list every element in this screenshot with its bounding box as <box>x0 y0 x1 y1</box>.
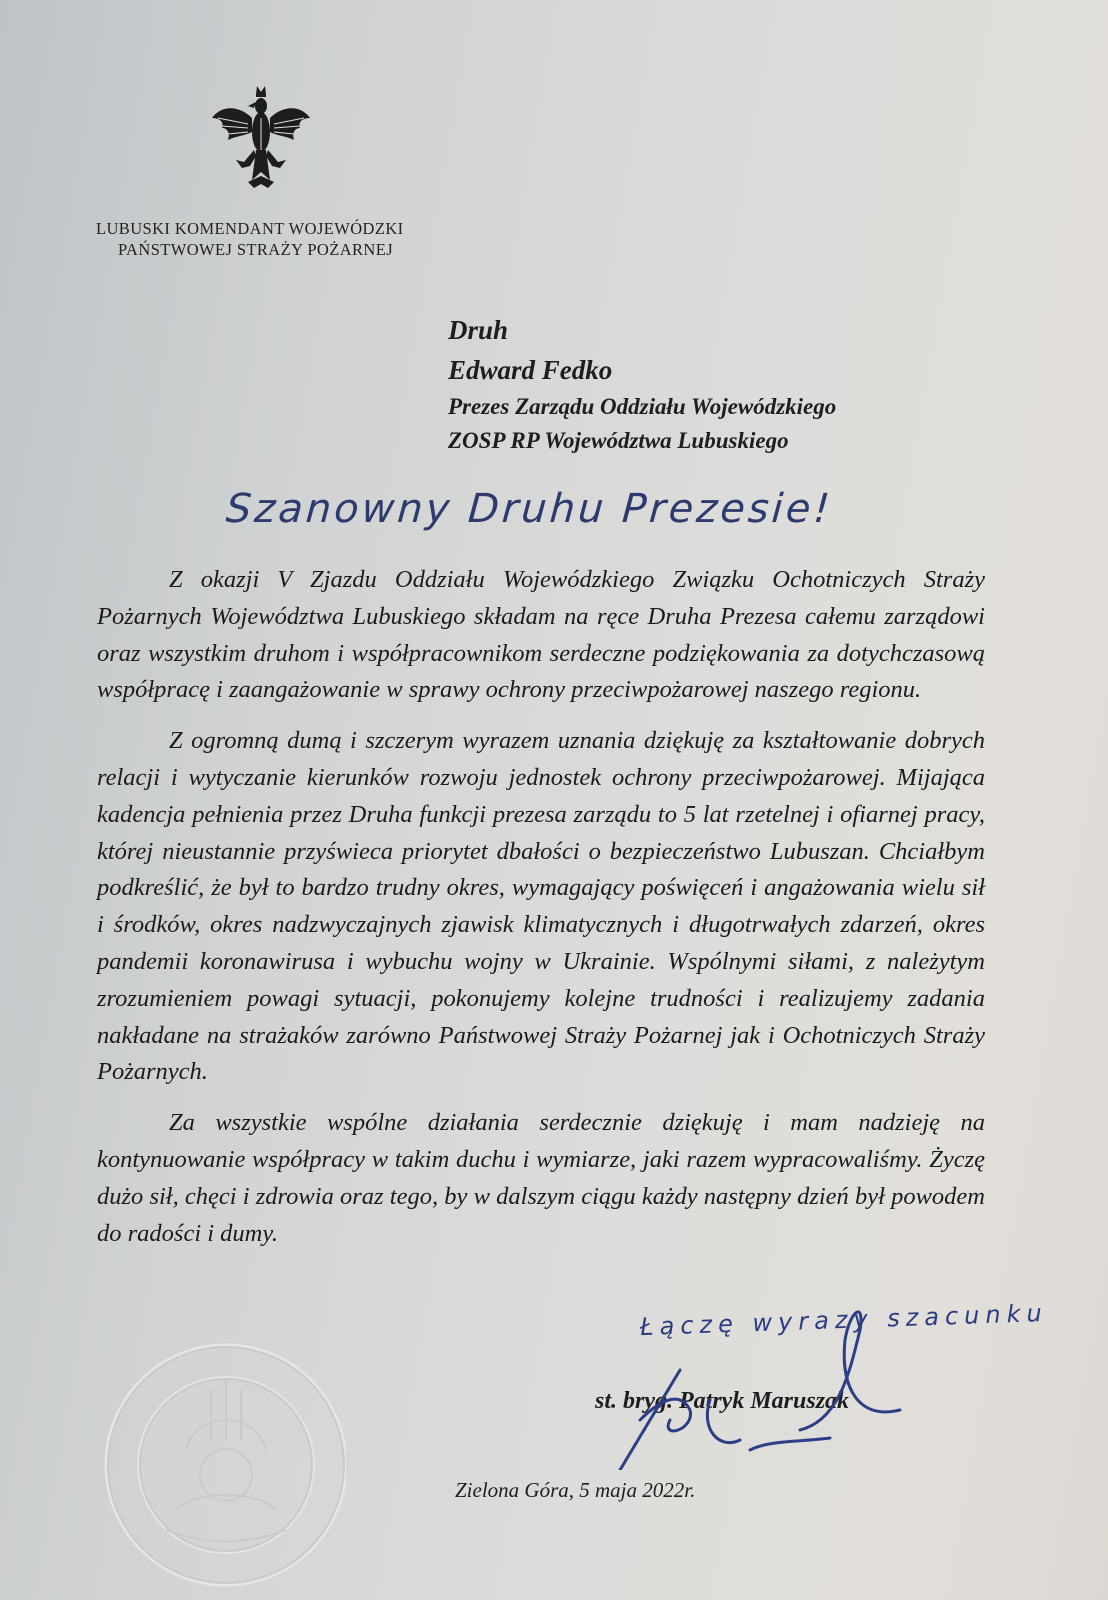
signature-scribble-icon <box>600 1270 1000 1470</box>
place-and-date: Zielona Góra, 5 maja 2022r. <box>455 1478 696 1502</box>
letter-body <box>97 562 985 1266</box>
paragraph-3: Za wszystkie wspólne działania serdecznie dziękuję i mam nadzieję na kontynuowanie współpracy w takim duchu i wymiarze, jaki razem wypracowaliśmy. Życzę dużo sił, chęci i zdrowia oraz tego, by w dalszym ciągu każdy następny dzień był powodem do radości i dumy. <box>97 1109 985 1247</box>
recipient-title: Druh <box>448 315 509 345</box>
polish-eagle-emblem-icon <box>208 84 314 192</box>
recipient-position: Prezes Zarządu Oddziału Wojewódzkiego <box>448 394 837 419</box>
issuer-line-1: LUBUSKI KOMENDANT WOJEWÓDZKI <box>96 219 404 238</box>
recipient-block <box>448 310 836 458</box>
handwritten-salutation: Szanowny Druhu Prezesie! <box>224 486 835 532</box>
handwritten-closing: Łączę wyrazy szacunku <box>639 1298 1049 1342</box>
embossed-seal-icon <box>96 1330 346 1600</box>
signatory-name: st. bryg. Patryk Maruszak <box>595 1388 850 1414</box>
issuer-header <box>96 218 404 260</box>
paragraph-1: Z okazji V Zjazdu Oddziału Wojewódzkiego Związku Ochotniczych Straży Pożarnych Województwa Lubuskiego składam na ręce Druha Prezesa całemu zarządowi oraz wszystkim druhom i współpracownikom serdeczne podziękowania za dotychczasową współpracę i zaangażowanie w sprawy ochrony przeciwpożarowej naszego regionu. <box>97 566 985 704</box>
paragraph-2: Z ogromną dumą i szczerym wyrazem uznania dziękuję za kształtowanie dobrych relacji i wytyczanie kierunków rozwoju jednostek ochrony przeciwpożarowej. Mijająca kadencja pełnienia przez Druha funkcji prezesa zarządu to 5 lat rzetelnej i ofiarnej pracy, której nieustannie przyświeca priorytet dbałości o bezpieczeństwo Lubuszan. Chciałbym podkreślić, że był to bardzo trudny okres, wymagający poświęceń i angażowania wielu sił i środków, okres nadzwyczajnych zjawisk klimatycznych i długotrwałych zdarzeń, okres pandemii koronawirusa i wybuchu wojny w Ukrainie. Wspólnymi siłami, z należytym zrozumieniem powagi sytuacji, pokonujemy kolejne trudności i realizujemy zadania nakładane na strażaków zarówno Państwowej Straży Pożarnej jak i Ochotniczych Straży Pożarnych. <box>97 727 985 1086</box>
issuer-line-2: PAŃSTWOWEJ STRAŻY POŻARNEJ <box>118 240 394 259</box>
recipient-name: Edward Fedko <box>448 355 613 385</box>
recipient-organization: ZOSP RP Województwa Lubuskiego <box>448 428 789 453</box>
